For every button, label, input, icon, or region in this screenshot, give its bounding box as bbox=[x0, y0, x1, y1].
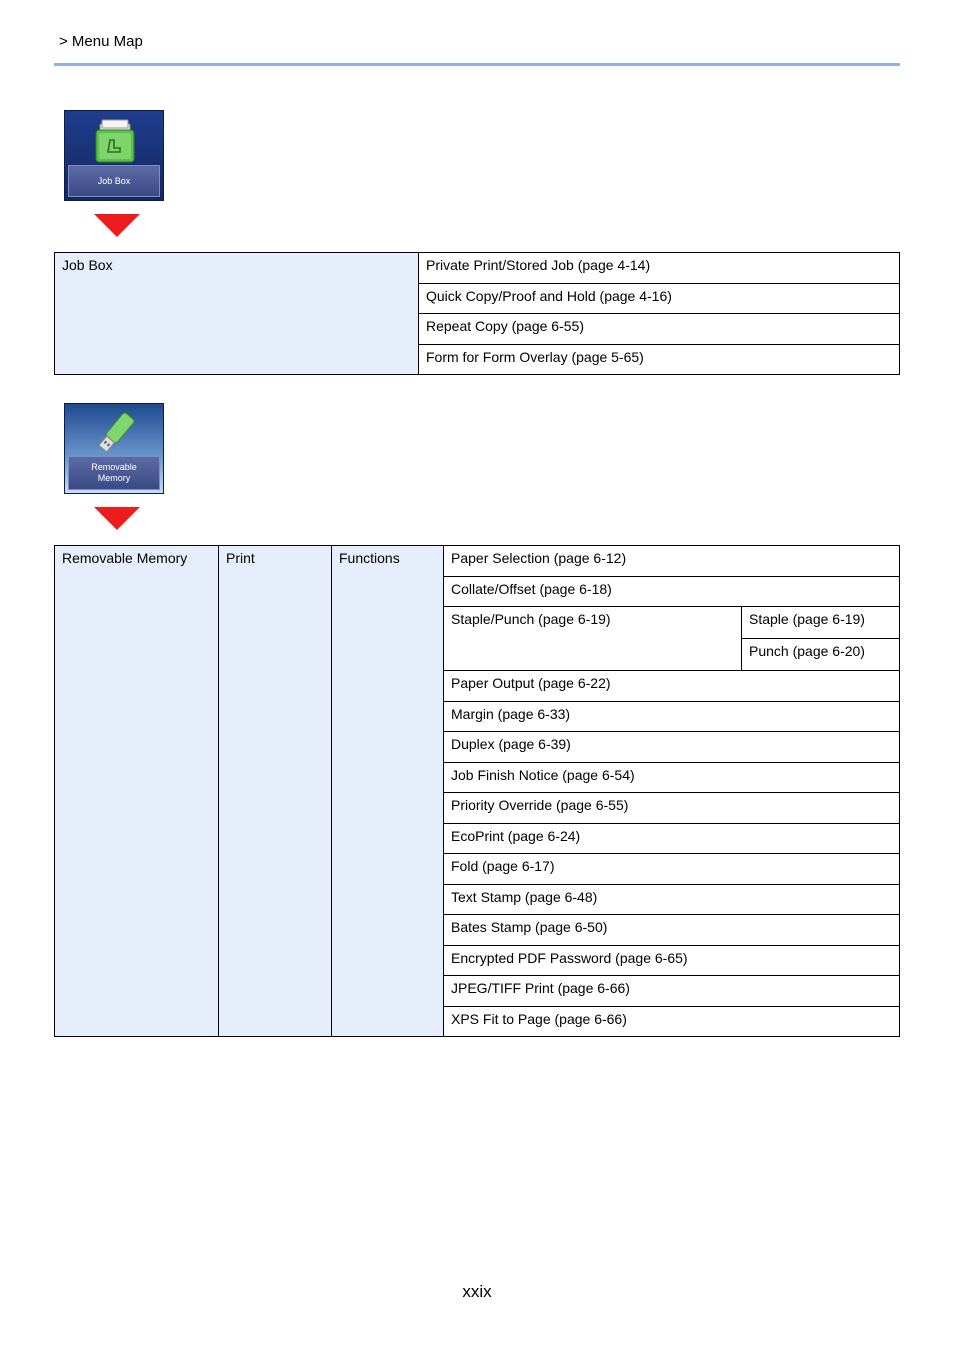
menu-item-staple[interactable]: Staple (page 6-19) bbox=[741, 606, 900, 639]
menu-item-repeat-copy[interactable]: Repeat Copy (page 6-55) bbox=[418, 313, 900, 345]
menu-item-encrypted-pdf[interactable]: Encrypted PDF Password (page 6-65) bbox=[443, 945, 900, 976]
menu-item-paper-selection[interactable]: Paper Selection (page 6-12) bbox=[443, 545, 900, 577]
menu-item-fold[interactable]: Fold (page 6-17) bbox=[443, 853, 900, 885]
menu-item-bates-stamp[interactable]: Bates Stamp (page 6-50) bbox=[443, 914, 900, 946]
print-col: Print bbox=[218, 545, 332, 1037]
menu-item-text-stamp[interactable]: Text Stamp (page 6-48) bbox=[443, 884, 900, 915]
removable-memory-tile[interactable] bbox=[64, 403, 164, 494]
down-arrow-icon bbox=[94, 214, 140, 237]
job-box-icon bbox=[90, 116, 140, 166]
functions-col: Functions bbox=[331, 545, 444, 1037]
menu-item-xps-fit-to-page[interactable]: XPS Fit to Page (page 6-66) bbox=[443, 1006, 900, 1037]
tile-label: Job Box bbox=[68, 165, 160, 197]
usb-drive-icon bbox=[90, 409, 140, 459]
menu-item-job-finish-notice[interactable]: Job Finish Notice (page 6-54) bbox=[443, 762, 900, 793]
breadcrumb[interactable]: > Menu Map bbox=[59, 33, 143, 50]
menu-item-priority-override[interactable]: Priority Override (page 6-55) bbox=[443, 792, 900, 824]
page-header bbox=[54, 31, 900, 66]
page-number: xxix bbox=[462, 1282, 492, 1301]
menu-item-quick-copy[interactable]: Quick Copy/Proof and Hold (page 4-16) bbox=[418, 283, 900, 314]
job-box-tile[interactable] bbox=[64, 110, 164, 201]
menu-item-jpeg-tiff-print[interactable]: JPEG/TIFF Print (page 6-66) bbox=[443, 975, 900, 1007]
menu-item-private-print[interactable]: Private Print/Stored Job (page 4-14) bbox=[418, 252, 900, 284]
menu-item-collate-offset[interactable]: Collate/Offset (page 6-18) bbox=[443, 576, 900, 607]
menu-item-paper-output[interactable]: Paper Output (page 6-22) bbox=[443, 670, 900, 702]
menu-item-punch[interactable]: Punch (page 6-20) bbox=[741, 638, 900, 671]
removable-memory-col: Removable Memory bbox=[54, 545, 219, 1037]
down-arrow-icon bbox=[94, 507, 140, 530]
menu-item-margin[interactable]: Margin (page 6-33) bbox=[443, 701, 900, 732]
tile-label: Removable Memory bbox=[68, 456, 160, 490]
menu-item-staple-punch[interactable]: Staple/Punch (page 6-19) bbox=[443, 606, 742, 671]
menu-item-ecoprint[interactable]: EcoPrint (page 6-24) bbox=[443, 823, 900, 854]
job-box-row-label: Job Box bbox=[54, 252, 419, 375]
menu-item-form-overlay[interactable]: Form for Form Overlay (page 5-65) bbox=[418, 344, 900, 375]
menu-item-duplex[interactable]: Duplex (page 6-39) bbox=[443, 731, 900, 763]
